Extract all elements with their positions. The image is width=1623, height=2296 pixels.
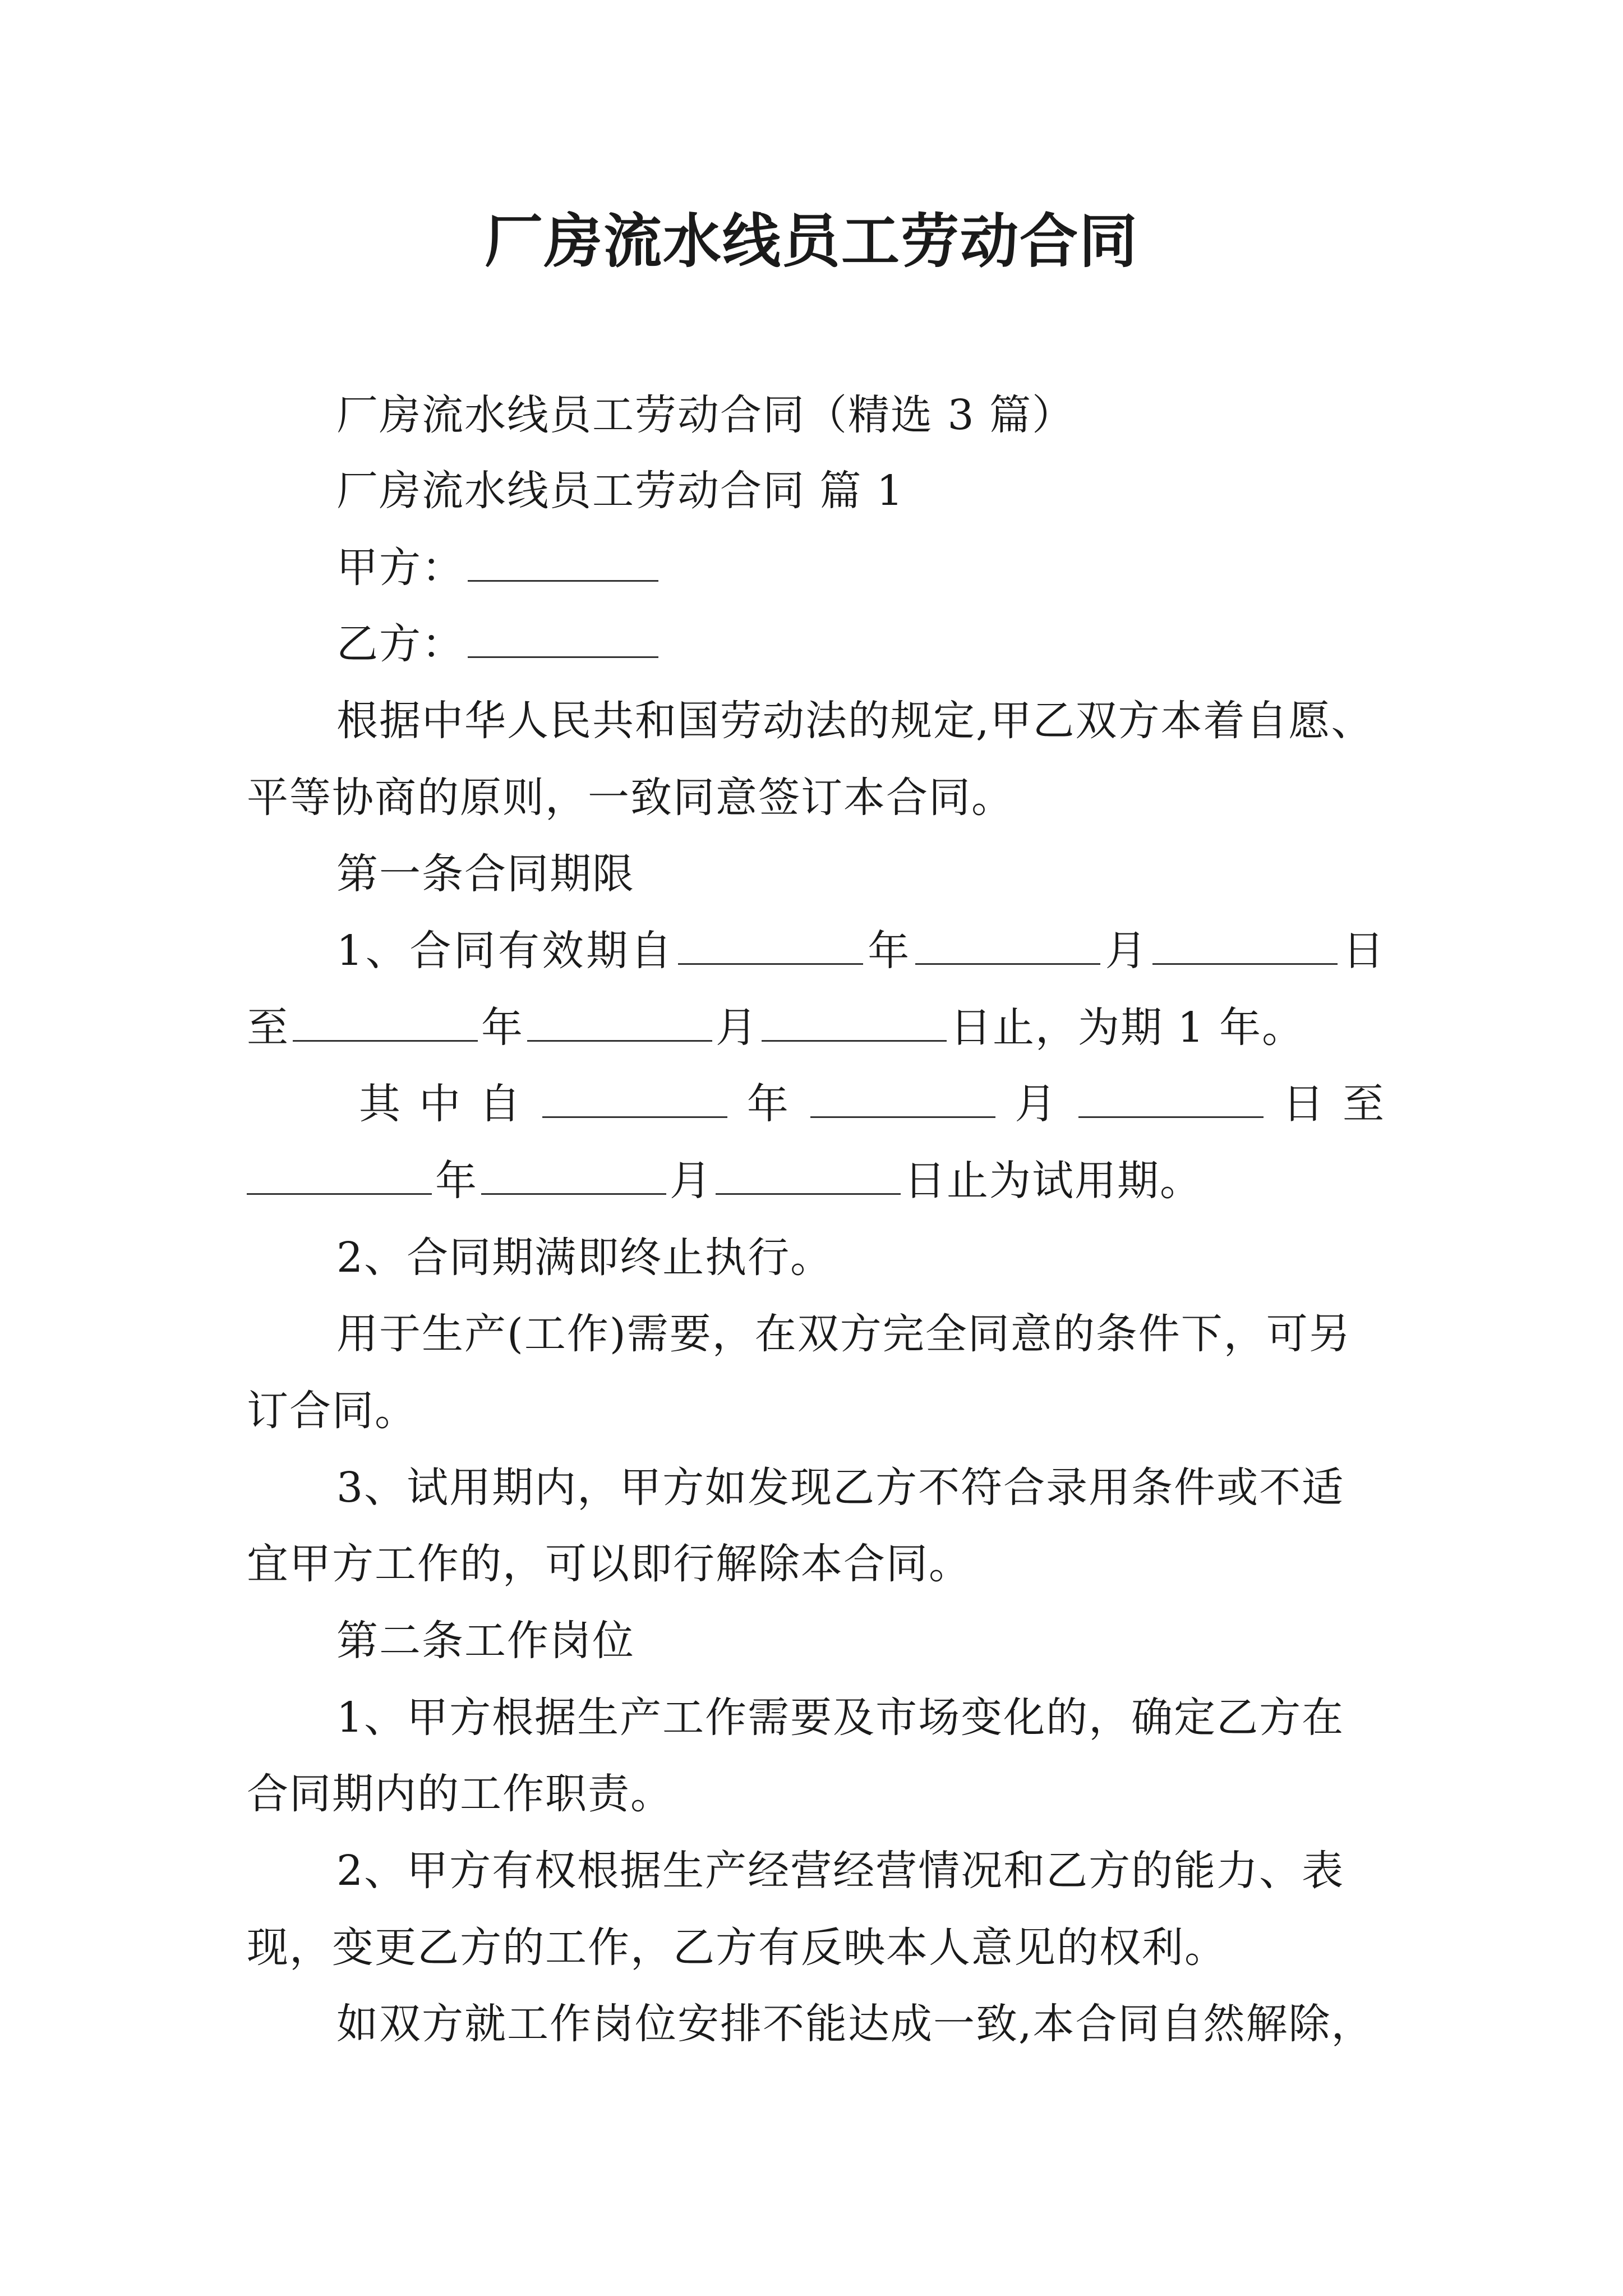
article-2-heading: 第二条工作岗位: [336, 1617, 635, 1665]
unit-year: 年: [435, 1157, 478, 1205]
party-a-line: [247, 540, 1385, 596]
party-b-line: [247, 616, 1385, 672]
party-b-label: 乙方：: [336, 620, 464, 668]
probation-end-year-blank: [247, 1154, 432, 1195]
item-1-to: 至: [247, 1004, 289, 1052]
article-1-item-2: 2、合同期满即终止执行。: [336, 1234, 833, 1282]
start-day-blank: [1152, 924, 1338, 965]
article-2-last-line: 如双方就工作岗位安排不能达成一致,本合同自然解除，: [336, 2000, 1374, 2048]
article-1-heading: 第一条合同期限: [336, 850, 635, 898]
item-1-end: 日止，为期 1 年。: [950, 1004, 1305, 1052]
article-1-renew-line-2: 订合同。: [247, 1387, 417, 1435]
probation-start-day-blank: [1078, 1077, 1264, 1118]
article-2-item-1-line-1: 1、甲方根据生产工作需要及市场变化的，确定乙方在: [336, 1694, 1345, 1742]
article-2-item-2-line-2: 现，变更乙方的工作，乙方有反映本人意见的权利。: [247, 1924, 1227, 1972]
probation-start-year-blank: [542, 1077, 727, 1118]
document-title: 厂房流水线员工劳动合同: [484, 207, 1138, 275]
article-1-probation-line-1: [247, 1076, 1385, 1132]
probation-end-day-blank: [716, 1154, 901, 1195]
article-1-renew-line-1: 用于生产(工作)需要，在双方完全同意的条件下，可另: [336, 1310, 1352, 1358]
unit-month: 月: [1103, 927, 1150, 975]
subtitle: 厂房流水线员工劳动合同（精选 3 篇）: [336, 391, 1075, 439]
unit-month: 月: [670, 1157, 712, 1205]
party-a-blank: [468, 541, 658, 582]
unit-year: 年: [746, 1080, 791, 1128]
article-1-item-3-line-1: 3、试用期内，甲方如发现乙方不符合录用条件或不适: [336, 1464, 1345, 1512]
probation-start: 其 中 自: [359, 1080, 524, 1128]
party-a-label: 甲方：: [336, 544, 464, 592]
article-1-item-1-line-1: [247, 923, 1385, 979]
article-2-item-1-line-2: 合同期内的工作职责。: [247, 1770, 673, 1818]
start-month-blank: [915, 924, 1100, 965]
part-heading: 厂房流水线员工劳动合同 篇 1: [336, 467, 905, 515]
article-1-probation-line-2: [247, 1153, 1385, 1209]
intro-line-2: 平等协商的原则，一致同意签订本合同。: [247, 774, 1014, 822]
party-b-blank: [468, 617, 658, 658]
end-year-blank: [293, 1001, 478, 1042]
start-year-blank: [678, 924, 863, 965]
unit-month: 月: [716, 1004, 758, 1052]
probation-start-month-blank: [810, 1077, 995, 1118]
article-2-item-2-line-1: 2、甲方有权根据生产经营经营情况和乙方的能力、表: [336, 1847, 1345, 1895]
unit-month: 月: [1015, 1080, 1059, 1128]
probation-end: 日止为试用期。: [904, 1157, 1202, 1205]
item-1-start: 1、合同有效期自: [336, 927, 675, 975]
end-day-blank: [762, 1001, 947, 1042]
end-month-blank: [527, 1001, 712, 1042]
unit-year: 年: [481, 1004, 524, 1052]
unit-year: 年: [866, 927, 912, 975]
article-1-item-1-line-2: [247, 1000, 1385, 1056]
unit-day: 日: [1341, 927, 1385, 975]
unit-day-to: 日 至: [1282, 1080, 1385, 1128]
intro-line-1: 根据中华人民共和国劳动法的规定,甲乙双方本着自愿、: [336, 697, 1374, 745]
article-1-item-3-line-2: 宜甲方工作的，可以即行解除本合同。: [247, 1540, 971, 1588]
probation-end-month-blank: [481, 1154, 666, 1195]
